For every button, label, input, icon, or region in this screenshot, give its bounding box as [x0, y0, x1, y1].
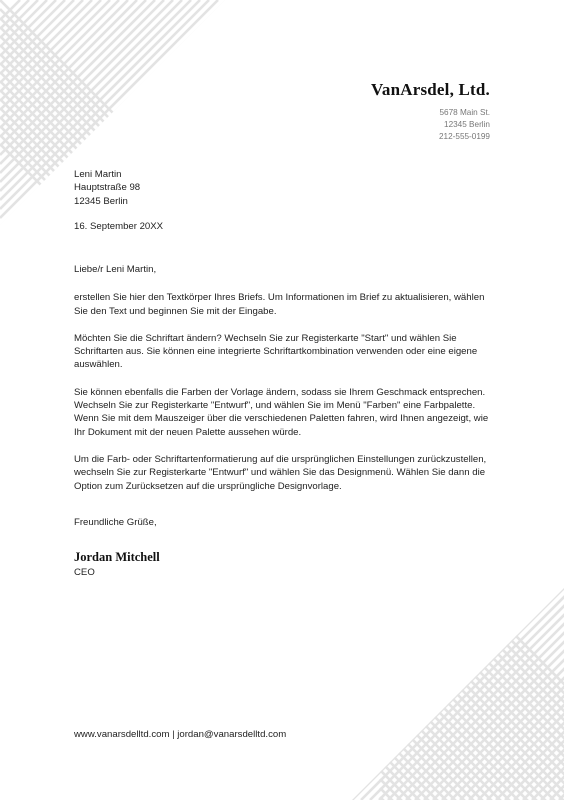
letter-date: 16. September 20XX — [74, 221, 164, 232]
recipient-name: Leni Martin — [74, 169, 122, 180]
body-paragraph-4: Um die Farb- oder Schriftartenformatierung auf die ursprünglichen Einstellungen zurückzustellen, wechseln Sie zur Registerkarte "Entwurf" und wählen Sie das Designmenü. Wählen Sie dann die Option zum Zurücksetzen auf die ursprüngliche Designvorlage. — [74, 453, 487, 492]
sender-address — [439, 107, 490, 143]
footer-contact: www.vanarsdelltd.com | jordan@vanarsdelltd.com — [74, 729, 287, 740]
recipient-city: 12345 Berlin — [74, 195, 128, 207]
sender-city: 12345 Berlin — [444, 120, 490, 129]
company-name: VanArsdel, Ltd. — [370, 80, 490, 99]
letter-body — [74, 263, 494, 507]
signer-title: CEO — [74, 567, 95, 578]
signer-name: Jordan Mitchell — [74, 550, 160, 564]
sender-street: 5678 Main St. — [439, 108, 490, 117]
recipient-address — [74, 168, 140, 208]
body-paragraph-2: Möchten Sie die Schriftart ändern? Wechseln Sie zur Registerkarte "Start" und wählen Sie Schriftarten aus. Sie können eine integrierte Schriftartkombination verwenden oder eine eigene auswählen. — [74, 332, 478, 371]
body-paragraph-1: erstellen Sie hier den Textkörper Ihres Briefs. Um Informationen im Brief zu aktualisieren, wählen Sie den Text und beginnen Sie mit der Eingabe. — [74, 292, 485, 317]
body-paragraph-3: Sie können ebenfalls die Farben der Vorlage ändern, sodass sie Ihrem Geschmack entsprechen. Wechseln Sie zur Registerkarte "Entwurf", und wählen Sie im Menü "Farben" eine Farbpalette. Wenn Sie mit dem Mauszeiger über die verschiedenen Paletten fahren, wird Ihnen angezeigt, wie Ihr Dokument mit der neuen Palette aussehen würde. — [74, 386, 489, 438]
sender-phone: 212-555-0199 — [439, 132, 490, 141]
salutation: Liebe/r Leni Martin, — [74, 264, 157, 275]
recipient-street: Hauptstraße 98 — [74, 182, 141, 194]
closing: Freundliche Grüße, — [74, 517, 157, 528]
